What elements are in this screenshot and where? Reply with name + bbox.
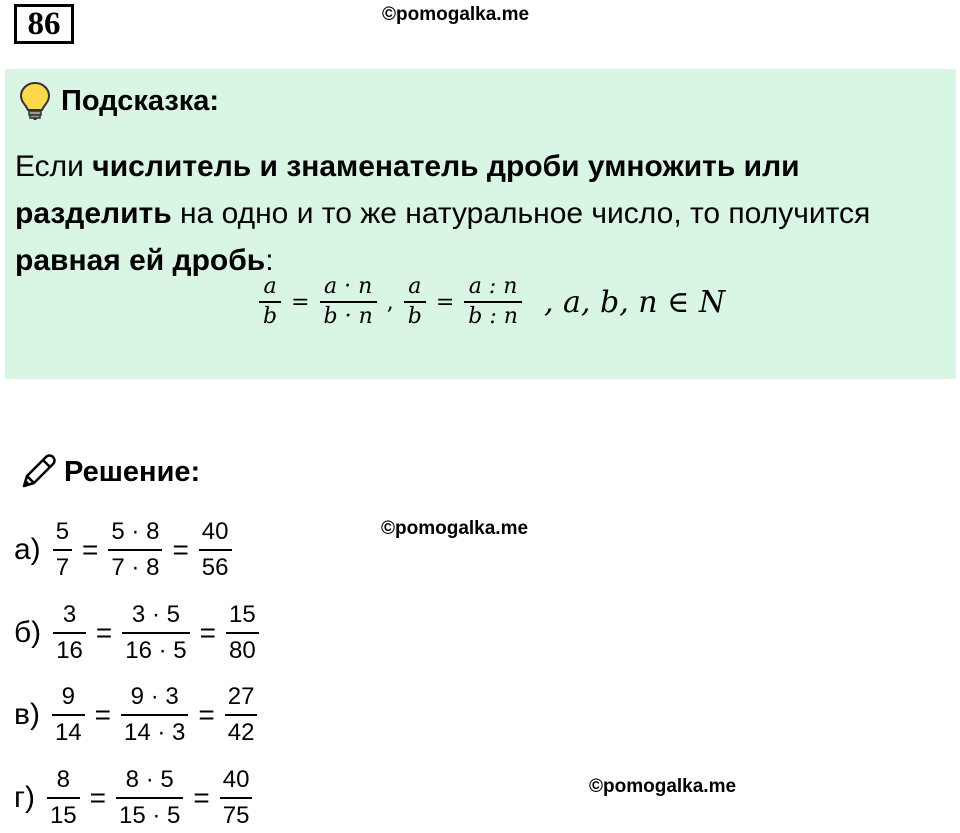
formula-fraction — [259, 273, 281, 331]
denominator: 7 — [55, 554, 70, 581]
numerator: a — [263, 274, 277, 299]
denominator: 15 · 5 — [119, 802, 181, 829]
watermark-bottom: ©pomogalka.me — [589, 776, 737, 797]
denominator: 15 — [49, 802, 77, 829]
formula-fraction — [320, 273, 377, 331]
numerator: 5 — [55, 518, 70, 545]
problem-number: 86 — [14, 4, 74, 44]
formula-fraction — [404, 273, 426, 331]
solution-title — [18, 452, 200, 492]
watermark-top: ©pomogalka.me — [382, 4, 530, 25]
fraction — [226, 598, 259, 668]
hint-box — [5, 69, 956, 379]
fraction — [121, 680, 188, 750]
hint-text — [15, 143, 945, 284]
numerator: 15 — [228, 601, 256, 628]
equals-sign: = — [89, 782, 106, 813]
fraction — [53, 598, 86, 668]
equals-sign: = — [198, 699, 215, 730]
hint-text-part: на одно и то же натуральное число, то получится — [171, 197, 871, 230]
equals-sign: = — [82, 534, 99, 565]
numerator: 9 · 3 — [130, 683, 179, 710]
solution-row — [14, 680, 261, 750]
denominator: b · n — [323, 304, 373, 329]
equals-sign: = — [199, 617, 216, 648]
item-label: в) — [14, 698, 40, 731]
fraction — [122, 598, 189, 668]
denominator: 7 · 8 — [111, 554, 160, 581]
hint-formula — [255, 267, 725, 337]
fraction — [199, 515, 232, 585]
fraction — [52, 680, 85, 750]
formula-tail: , a, b, n ∈ N — [543, 284, 726, 320]
denominator: 14 — [54, 719, 82, 746]
numerator: 8 — [56, 766, 70, 793]
equals-sign: = — [172, 534, 189, 565]
denominator: b : n — [468, 304, 518, 329]
equals-sign: = — [435, 289, 455, 315]
equals-sign: = — [193, 782, 210, 813]
hint-text-bold: равная ей дробь — [15, 244, 266, 277]
denominator: 75 — [222, 802, 250, 829]
lightbulb-icon — [19, 81, 51, 121]
numerator: 3 — [62, 601, 77, 628]
equals-sign: = — [95, 617, 113, 648]
fraction — [47, 763, 80, 833]
fraction — [53, 515, 72, 585]
fraction — [225, 680, 258, 750]
hint-title — [19, 81, 219, 121]
numerator: a · n — [324, 274, 373, 299]
fraction — [108, 515, 162, 585]
fraction — [116, 763, 183, 833]
item-label: б) — [14, 616, 42, 649]
watermark-middle: ©pomogalka.me — [381, 518, 529, 539]
formula-fraction — [464, 273, 522, 331]
item-label: а) — [14, 533, 41, 566]
denominator: b — [407, 304, 422, 329]
denominator: 16 — [56, 637, 83, 664]
pencil-icon — [18, 452, 58, 492]
item-label: г) — [14, 781, 35, 814]
numerator: 8 · 5 — [125, 766, 174, 793]
solution-row — [14, 515, 236, 585]
numerator: 27 — [227, 683, 255, 710]
numerator: 40 — [201, 518, 229, 545]
numerator: 9 — [61, 683, 75, 710]
hint-text-bold: числитель и знаменатель дроби умножить или разделить — [15, 150, 800, 230]
numerator: a — [408, 274, 422, 299]
equals-sign: = — [94, 699, 111, 730]
denominator: 80 — [228, 637, 256, 664]
solution-row — [14, 763, 256, 833]
numerator: 3 · 5 — [131, 601, 180, 628]
denominator: b — [263, 304, 278, 329]
hint-title-text: Подсказка: — [61, 84, 220, 117]
numerator: 40 — [222, 766, 250, 793]
hint-text-part: Если — [15, 150, 93, 183]
equals-sign: = — [291, 289, 310, 315]
numerator: a : n — [468, 274, 518, 299]
solution-row — [14, 598, 263, 668]
fraction — [220, 763, 253, 833]
separator: , — [386, 289, 394, 315]
denominator: 16 · 5 — [125, 637, 187, 664]
denominator: 14 · 3 — [124, 719, 186, 746]
solution-title-text: Решение: — [64, 455, 201, 488]
hint-text-part: : — [265, 244, 274, 277]
denominator: 42 — [227, 719, 255, 746]
numerator: 5 · 8 — [111, 518, 160, 545]
denominator: 56 — [201, 554, 229, 581]
